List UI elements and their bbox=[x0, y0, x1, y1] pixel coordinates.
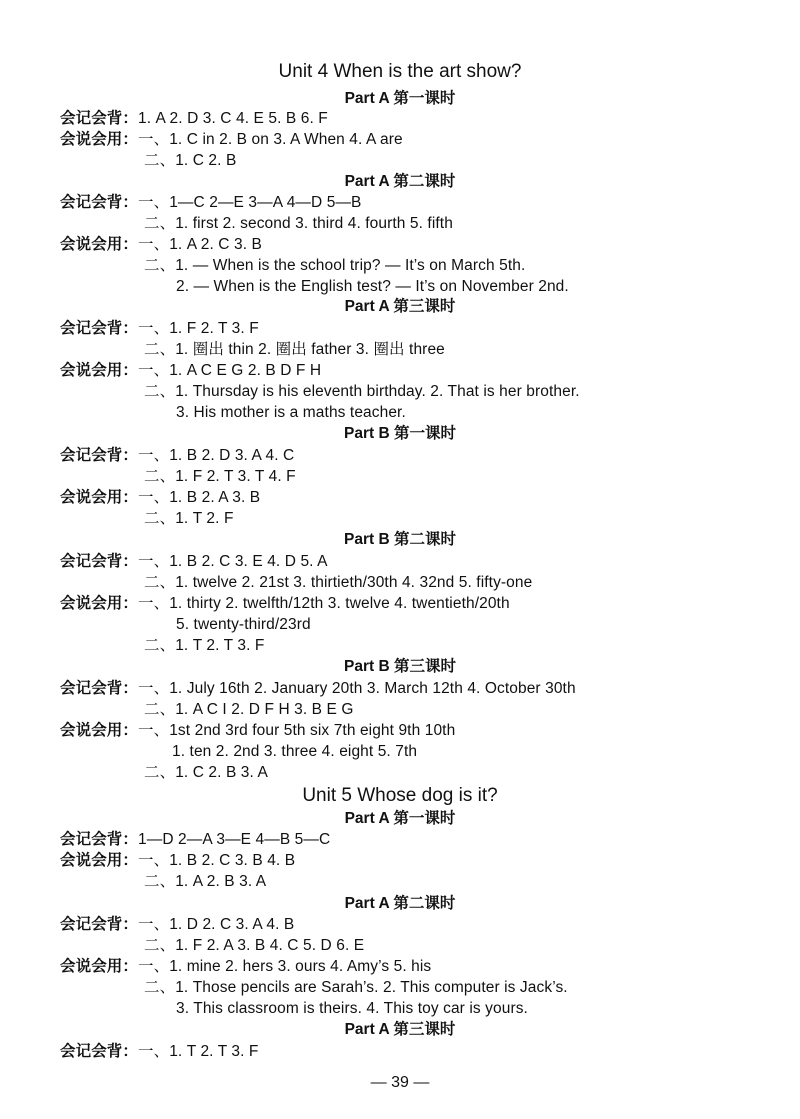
answer-line bbox=[60, 360, 321, 381]
label-memorize: 会记会背： bbox=[60, 320, 139, 337]
section-heading: Part A 第一课时 bbox=[344, 90, 456, 107]
answer-line bbox=[60, 850, 295, 871]
answer-line bbox=[60, 678, 576, 699]
answer-text: 1. A 2. D 3. C 4. E 5. B 6. F bbox=[138, 110, 328, 127]
label-memorize: 会记会背： bbox=[60, 553, 139, 570]
answer-line: 二、1. F 2. A 3. B 4. C 5. D 6. E bbox=[144, 937, 365, 954]
label-memorize: 会记会背： bbox=[60, 916, 139, 933]
answer-line: 二、1. Those pencils are Sarah’s. 2. This computer is Jack’s. bbox=[144, 979, 568, 996]
answer-text: 一、1. B 2. D 3. A 4. C bbox=[138, 447, 295, 464]
answer-line: 二、1. twelve 2. 21st 3. thirtieth/30th 4. 32nd 5. fifty-one bbox=[144, 574, 533, 591]
answer-line: 二、1. F 2. T 3. T 4. F bbox=[144, 468, 296, 485]
answer-text: 一、1st 2nd 3rd four 5th six 7th eight 9th 10th bbox=[138, 722, 456, 739]
answer-text: 一、1. F 2. T 3. F bbox=[138, 320, 259, 337]
label-memorize: 会记会背： bbox=[60, 831, 139, 848]
answer-line bbox=[60, 445, 294, 466]
answer-line bbox=[60, 318, 259, 339]
answer-line bbox=[60, 914, 294, 935]
answer-line: 1. ten 2. 2nd 3. three 4. eight 5. 7th bbox=[172, 743, 418, 760]
answer-text: 一、1. A C E G 2. B D F H bbox=[138, 362, 322, 379]
label-speak: 会说会用： bbox=[60, 362, 139, 379]
section-heading: Part B 第二课时 bbox=[344, 531, 456, 548]
unit-5-title: Unit 5 Whose dog is it? bbox=[302, 785, 498, 806]
section-heading: Part A 第一课时 bbox=[344, 810, 456, 827]
answer-line bbox=[60, 108, 328, 129]
label-memorize: 会记会背： bbox=[60, 110, 139, 127]
answer-text: 一、1. T 2. T 3. F bbox=[138, 1043, 259, 1060]
section-heading: Part A 第二课时 bbox=[344, 173, 456, 190]
section-heading: Part B 第三课时 bbox=[344, 658, 456, 675]
label-speak: 会说会用： bbox=[60, 852, 139, 869]
answer-text: 一、1. C in 2. B on 3. A When 4. A are bbox=[138, 131, 403, 148]
answer-line: 二、1. A 2. B 3. A bbox=[144, 873, 267, 890]
answer-line: 5. twenty-third/23rd bbox=[176, 616, 311, 633]
answer-line: 二、1. T 2. T 3. F bbox=[144, 637, 265, 654]
label-memorize: 会记会背： bbox=[60, 1043, 139, 1060]
label-speak: 会说会用： bbox=[60, 236, 139, 253]
answer-line bbox=[60, 720, 455, 741]
answer-line bbox=[60, 829, 330, 850]
answer-text: 一、1. B 2. A 3. B bbox=[138, 489, 261, 506]
answer-line: 二、1. first 2. second 3. third 4. fourth 5. fifth bbox=[144, 215, 453, 232]
answer-text: 一、1—C 2—E 3—A 4—D 5—B bbox=[138, 194, 362, 211]
answer-line: 3. His mother is a maths teacher. bbox=[176, 404, 406, 421]
answer-line: 3. This classroom is theirs. 4. This toy car is yours. bbox=[176, 1000, 528, 1017]
label-memorize: 会记会背： bbox=[60, 447, 139, 464]
answer-line bbox=[60, 234, 262, 255]
unit-4-title: Unit 4 When is the art show? bbox=[278, 61, 522, 82]
answer-line: 二、1. A C I 2. D F H 3. B E G bbox=[144, 701, 354, 718]
answer-line bbox=[60, 551, 328, 572]
answer-line: 二、1. 圈出 thin 2. 圈出 father 3. 圈出 three bbox=[144, 341, 445, 358]
answer-line: 二、1. T 2. F bbox=[144, 510, 234, 527]
answer-text: 一、1. A 2. C 3. B bbox=[138, 236, 262, 253]
label-memorize: 会记会背： bbox=[60, 194, 139, 211]
section-heading: Part A 第三课时 bbox=[344, 1021, 456, 1038]
label-speak: 会说会用： bbox=[60, 131, 139, 148]
answer-line bbox=[60, 956, 431, 977]
label-speak: 会说会用： bbox=[60, 595, 139, 612]
answer-line bbox=[60, 593, 510, 614]
answer-line bbox=[60, 192, 362, 213]
answer-text: 一、1. mine 2. hers 3. ours 4. Amy’s 5. his bbox=[138, 958, 432, 975]
answer-line bbox=[60, 129, 403, 150]
label-memorize: 会记会背： bbox=[60, 680, 139, 697]
answer-line: 2. — When is the English test? — It’s on November 2nd. bbox=[176, 278, 569, 295]
label-speak: 会说会用： bbox=[60, 722, 139, 739]
answer-line: 二、1. C 2. B bbox=[144, 152, 237, 169]
answer-text: 一、1. D 2. C 3. A 4. B bbox=[138, 916, 295, 933]
answer-text: 一、1. B 2. C 3. E 4. D 5. A bbox=[138, 553, 328, 570]
answer-text: 一、1. thirty 2. twelfth/12th 3. twelve 4. twentieth/20th bbox=[138, 595, 510, 612]
answer-line: 二、1. C 2. B 3. A bbox=[144, 764, 268, 781]
answer-text: 1—D 2—A 3—E 4—B 5—C bbox=[138, 831, 331, 848]
label-speak: 会说会用： bbox=[60, 489, 139, 506]
section-heading: Part A 第三课时 bbox=[344, 298, 456, 315]
answer-line: 二、1. Thursday is his eleventh birthday. 2. That is her brother. bbox=[144, 383, 580, 400]
section-heading: Part B 第一课时 bbox=[344, 425, 456, 442]
label-speak: 会说会用： bbox=[60, 958, 139, 975]
answer-line bbox=[60, 1041, 259, 1062]
answer-text: 一、1. July 16th 2. January 20th 3. March 12th 4. October 30th bbox=[138, 680, 576, 697]
answer-line: 二、1. — When is the school trip? — It’s on March 5th. bbox=[144, 257, 526, 274]
page-number: — 39 — bbox=[370, 1074, 430, 1091]
answer-text: 一、1. B 2. C 3. B 4. B bbox=[138, 852, 296, 869]
answer-line bbox=[60, 487, 260, 508]
section-heading: Part A 第二课时 bbox=[344, 895, 456, 912]
